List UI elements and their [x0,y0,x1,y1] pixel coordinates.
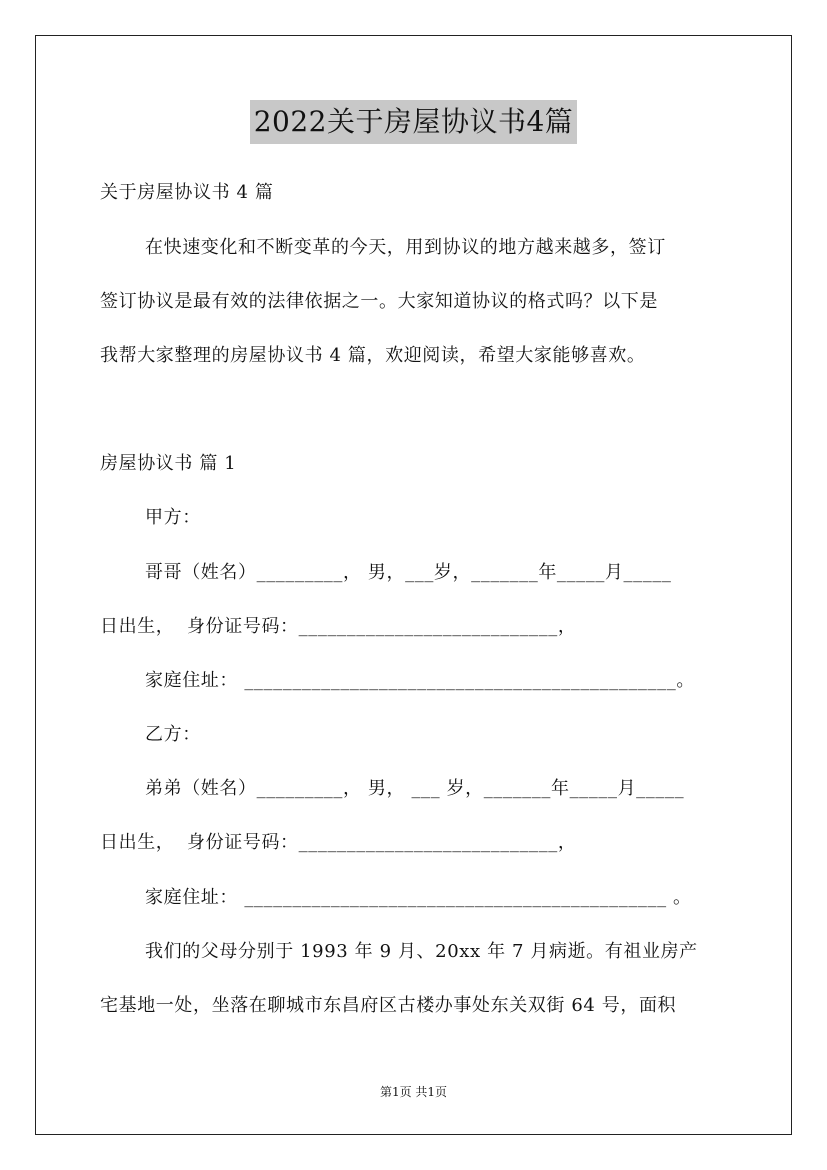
party-a-address-line: 家庭住址： _____________________________________________。 [145,670,695,691]
title-container [0,100,827,144]
page-footer: 第1页 共1页 [379,1085,448,1099]
party-a-name-line: 哥哥（姓名）_________， 男，___岁，_______年_____月_____ [145,562,672,583]
section-heading: 房屋协议书 篇 1 [100,453,237,474]
intro-line-3: 我帮大家整理的房屋协议书 4 篇，欢迎阅读，希望大家能够喜欢。 [100,345,646,366]
party-a-label: 甲方： [145,507,201,528]
body-line-2: 宅基地一处，坐落在聊城市东昌府区古楼办事处东关双街 64 号，面积 [100,995,677,1016]
intro-line-1: 在快速变化和不断变革的今天，用到协议的地方越来越多，签订 [145,237,666,258]
party-b-label: 乙方： [145,724,201,745]
subtitle-line: 关于房屋协议书 4 篇 [100,182,274,203]
party-b-name-line: 弟弟（姓名）_________， 男， ___ 岁，_______年_____月_____ [145,778,685,799]
body-line-1: 我们的父母分别于 1993 年 9 月、20xx 年 7 月病逝。有祖业房产 [145,941,698,962]
party-a-birth-id-line: 日出生， 身份证号码：___________________________， [100,616,577,637]
party-b-birth-id-line: 日出生， 身份证号码：___________________________， [100,832,577,853]
intro-line-2: 签订协议是最有效的法律依据之一。大家知道协议的格式吗？以下是 [100,291,658,312]
party-b-address-line: 家庭住址： ____________________________________________ 。 [145,887,692,908]
document-title: 2022关于房屋协议书4篇 [250,100,578,144]
